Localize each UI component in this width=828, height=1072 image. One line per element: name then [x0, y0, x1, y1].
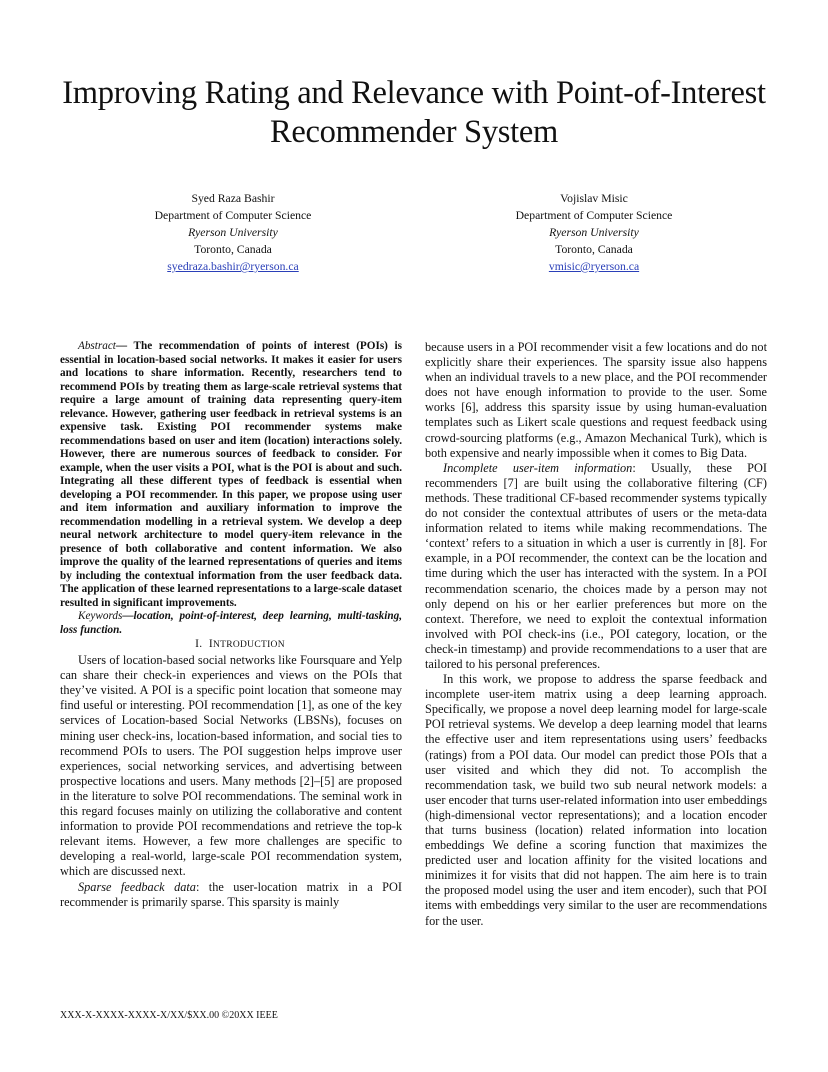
author-email-link[interactable]: vmisic@ryerson.ca	[548, 260, 640, 273]
title-line-2: Recommender System	[270, 114, 558, 150]
incomplete-paragraph	[425, 461, 767, 672]
right-column	[425, 340, 767, 929]
abstract-lead: Abstract	[78, 340, 116, 352]
sparse-paragraph-start	[60, 880, 402, 910]
author-name: Vojislav Misic	[560, 192, 628, 205]
sparse-runin-heading: Sparse feedback data	[78, 879, 196, 894]
intro-paragraph-1: Users of location-based social networks like Foursquare and Yelp can share their check-in experiences and views on the POIs that they’ve visited. A POI is a specific point location that someone may find useful or interesting. POI recommendation [1], as one of the key services of Location-based Social Networks (LBSNs), focuses on mining user check-ins, location-based information, and social ties to recommend POIs to users. The POI suggestion helps improve user experiences, social networking services, and advertising between prospective locations and users. Many methods [2]–[5] are proposed in the literature to solve POI recommendations. The seminal work in this regard focuses mainly on utilizing the collaborative and content information to provide POI recommendations and retrieve the top-k relevant items. However, a few more challenges are specific to developing a real-world, large-scale POI recommendation system, which are discussed next.	[60, 653, 402, 879]
copyright-footer: XXX-X-XXXX-XXXX-X/XX/$XX.00 ©20XX IEEE	[60, 1010, 278, 1021]
keywords	[60, 610, 402, 637]
author-department: Department of Computer Science	[154, 209, 312, 222]
section-initial: I	[208, 638, 213, 650]
left-column	[60, 340, 402, 910]
section-heading-introduction	[60, 637, 402, 653]
sparse-paragraph-continued: because users in a POI recommender visit a few locations and do not explicitly share their experiences. The sparsity issue also happens when an individual travels to a new place, and the POI recommender does not have enough information to provide to the user. Some works [6], address this sparsity issue by using human-evaluation templates such as Likert scale questions and request feedback using crowd-sourcing platforms (e.g., Amazon Mechanical Turk), which is both expensive and nearly impossible when it comes to Big Data.	[425, 340, 767, 460]
section-number: I.	[195, 638, 203, 650]
author-university: Ryerson University	[549, 226, 639, 239]
author-name: Syed Raza Bashir	[191, 192, 275, 205]
sparse-text-left: : the user-location matrix in a POI recommender is primarily sparse. This sparsity is mainly	[60, 879, 402, 909]
incomplete-text: : Usually, these POI recommenders [7] are built using the collaborative filtering (CF) methods. These traditional CF-based recommender systems typically do not consider the contextual attributes of users or the meta-data information related to items while making recommendations. The ‘context’ refers to a situation in which a user is currently in [8]. For example, in a POI recommender, the context can be the location and time during which the user has interacted with the system. In a POI recommendation scenario, the choices made by a person may not only depend on his or her earlier preferences but more on the context. Therefore, we need to exploit the contextual information involved with POI check-ins (i.e., POI category, location, or the check-in timestamp) and provide recommendations to a user that are tailored to his personal preferences.	[425, 460, 767, 671]
work-paragraph: In this work, we propose to address the sparse feedback and incomplete user-item matrix using a deep learning approach. Specifically, we propose a novel deep learning model for large-scale POI retrieval systems. We develop a deep learning model that learns the effective user and item representations using users’ feedbacks (ratings) from a POI data. Our model can predict those POIs that a user visited and which they did not. To accomplish the recommendation task, we build two sub neural network models: a user encoder that turns user-related information into user embeddings (high-dimensional vector representations); and a location encoder that turns business (location) related information into location embeddings We define a scoring function that maximizes the predicted user and location affinity for the visited locations and minimizes it for visits that did not happen. The aim here is to train the proposed model using the user and item encoder), such that POI items with embeddings very similar to the user are recommendations for the user.	[425, 672, 767, 928]
title-line-1: Improving Rating and Relevance with Point-of-Interest	[62, 75, 766, 111]
author-university: Ryerson University	[188, 226, 278, 239]
paper-title	[40, 74, 788, 152]
author-block-2	[474, 190, 714, 275]
abstract-text: — The recommendation of points of interest (POIs) is essential in location-based social networks. It makes it easier for users and locations to share information. Recently, researchers tend to recommend POIs by treating them as large-scale retrieval systems that require a large amount of training data representing query-item relevance. However, gathering user feedback in retrieval systems is an expensive task. Existing POI recommender systems make recommendations based on user and item (location) interactions solely. However, there are numerous sources of feedback to consider. For example, when the user visits a POI, what is the POI is about and such. Integrating all these different types of feedback is essential when developing a POI recommender. In this paper, we propose using user and item information and auxiliary information to improve the recommendation modelling in a retrieval system. We develop a deep neural network architecture to model query-item relevance in the presence of both collaborative and content information. We also improve the quality of the learned representations of queries and items by including the contextual information from the user feedback data. The application of these learned representations to a large-scale dataset resulted in significant improvements.	[60, 340, 402, 609]
section-title-rest: NTRODUCTION	[212, 640, 285, 650]
author-block-1	[113, 190, 353, 275]
keywords-text: —location, point-of-interest, deep learning, multi-tasking, loss function.	[60, 610, 402, 636]
keywords-lead: Keywords	[78, 610, 123, 622]
author-department: Department of Computer Science	[515, 209, 673, 222]
author-location: Toronto, Canada	[194, 243, 272, 256]
author-email-link[interactable]: syedraza.bashir@ryerson.ca	[167, 260, 299, 273]
abstract	[60, 340, 402, 610]
incomplete-runin-heading: Incomplete user-item information	[443, 460, 633, 475]
author-location: Toronto, Canada	[555, 243, 633, 256]
